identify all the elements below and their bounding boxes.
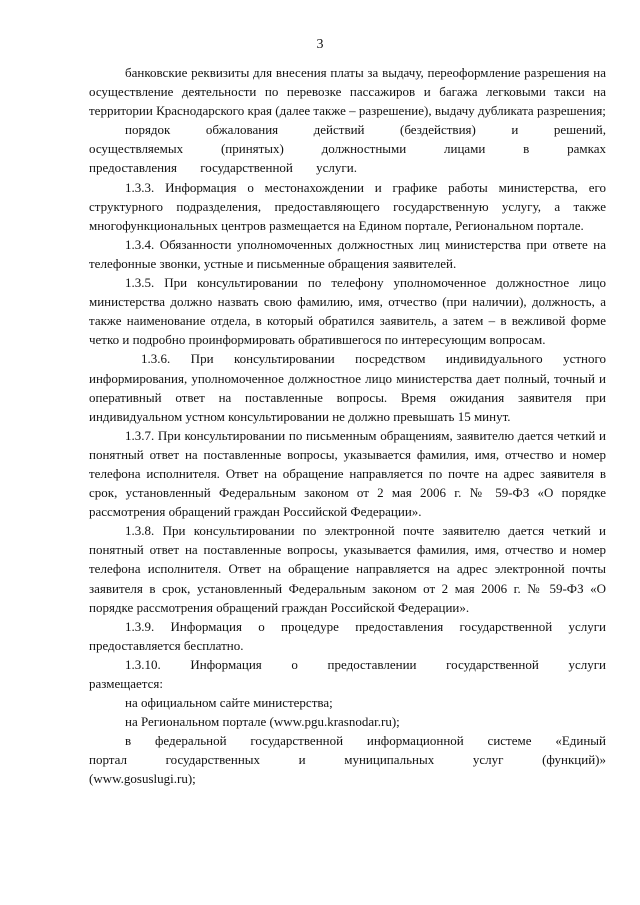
paragraph-1-3-3: 1.3.3. Информация о местонахождении и графике работы министерства, его структурного подразделения, предоставляющего государственную услугу, а также многофункциональных центров размещается на Едином портале, Региональном портале. <box>89 179 606 233</box>
list-item-federal-portal: в федеральной государственной информационной системе «Единый портал государственных и муниципальных услуг (функций)» (www.gosuslugi.ru); <box>89 733 606 787</box>
paragraph-1-3-8: 1.3.8. При консультировании по электронной почте заявителю дается четкий и понятный ответ на поставленные вопросы, указывается фамилия, имя, отчество и номер телефона исполнителя. Ответ на обращение направляется на адрес электронной почты заявителя в срок, установленный Федеральным законом от 2 мая 2006 г. № 59-ФЗ «О порядке рассмотрения обращений граждан Российской Федерации». <box>89 523 606 615</box>
paragraph-1-3-6: 1.3.6. При консультировании посредством индивидуального устного информирования, уполномоченное должностное лицо министерства дает полный, точный и оперативный ответ на поставленные вопросы. Время ожидания заявителя при индивидуальном устном консультировании не должно превышать 15 минут. <box>89 351 606 424</box>
list-item-official-site: на официальном сайте министерства; <box>125 695 333 711</box>
paragraph-1-3-9: 1.3.9. Информация о процедуре предоставления государственной услуги предоставляется бесплатно. <box>89 618 606 653</box>
paragraph-1-3-7: 1.3.7. При консультировании по письменным обращениям, заявителю дается четкий и понятный ответ на поставленные вопросы, указывается фамилия, имя, отчество и номер телефона исполнителя. Ответ на обращение направляется по почте на адрес заявителя в срок, установленный Федеральным законом от 2 мая 2006 г. № 59-ФЗ «О порядке рассмотрения обращений граждан Российской Федерации». <box>89 427 606 520</box>
paragraph-1-3-4: 1.3.4. Обязанности уполномоченных должностных лиц министерства при ответе на телефонные звонки, устные и письменные обращения заявителей. <box>89 236 606 271</box>
page-number: 3 <box>316 37 324 52</box>
paragraph-1-3-5: 1.3.5. При консультировании по телефону уполномоченное должностное лицо министерства должно назвать свою фамилию, имя, отчество (при наличии), должность, а также наименование отдела, в который обратился заявитель, а затем – в вежливой форме четко и подробно проинформировать обратившегося по интересующим вопросам. <box>89 275 606 348</box>
paragraph-appeal-procedure: порядок обжалования действий (бездействия) и решений, осуществляемых (принятых) должностными лицами в рамках предоставления государственной услуги. <box>89 122 606 176</box>
document-body <box>89 63 606 789</box>
paragraph-1-3-10: 1.3.10. Информация о предоставлении государственной услуги размещается: <box>89 656 606 691</box>
list-item-regional-portal: на Региональном портале (www.pgu.krasnodar.ru); <box>125 714 400 730</box>
paragraph-bank-details: банковские реквизиты для внесения платы за выдачу, переоформление разрешения на осуществление деятельности по перевозке пассажиров и багажа легковыми такси на территории Краснодарского края (далее также – разрешение), выдачу дубликата разрешения; <box>89 65 606 119</box>
